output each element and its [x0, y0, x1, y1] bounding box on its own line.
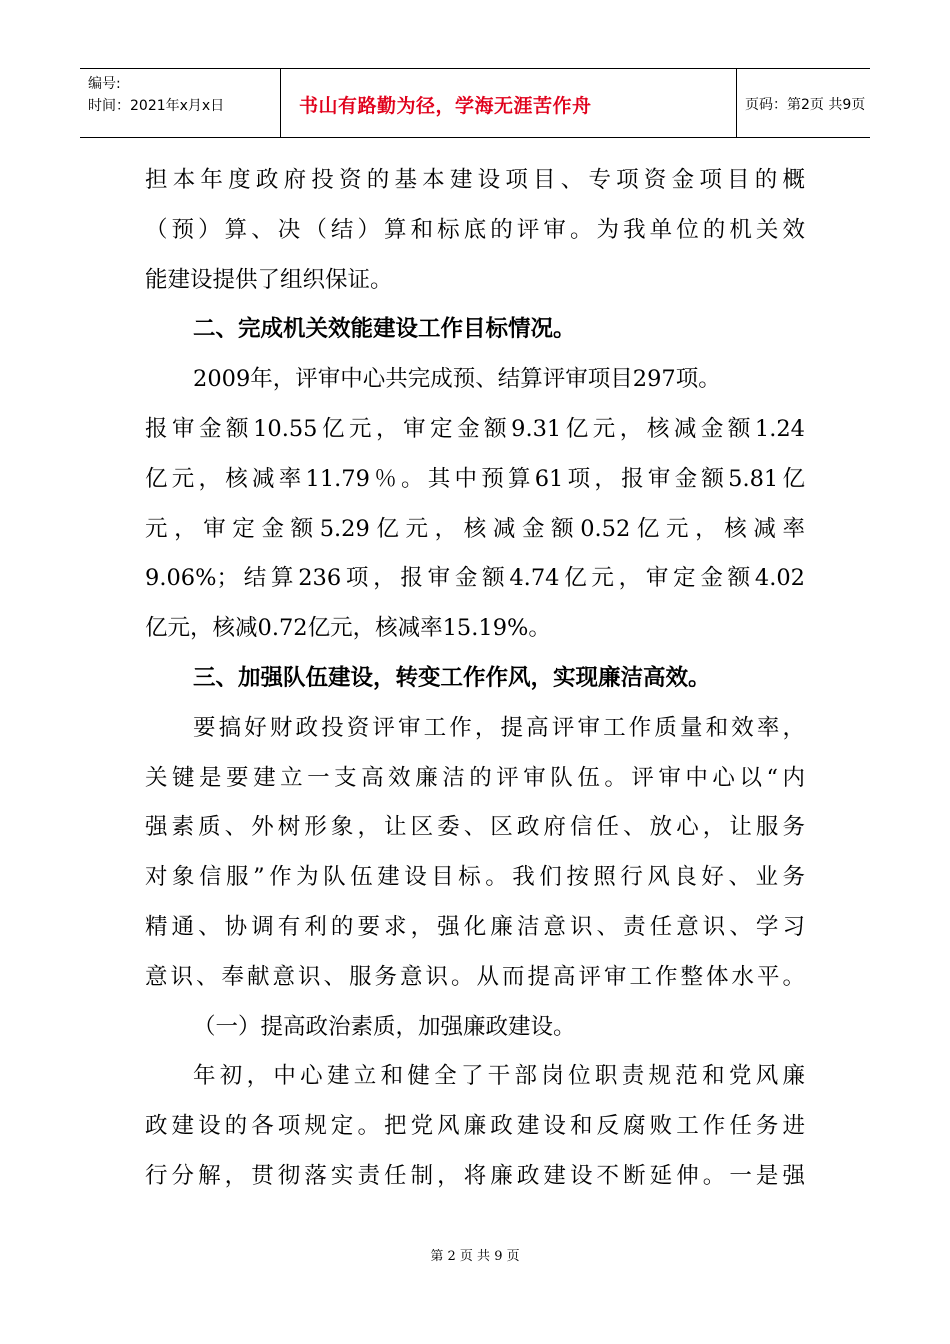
text-line: 强素质、外树形象，让区委、区政府信任、放心，让服务 [145, 814, 805, 841]
text-line: 担本年度政府投资的基本建设项目、专项资金项目的概 [145, 167, 805, 193]
text-line: （一）提高政治素质，加强廉政建设。 [193, 1013, 576, 1040]
header-page-cell [737, 69, 870, 137]
section-heading: 三、加强队伍建设，转变工作作风，实现廉洁高效。 [193, 665, 711, 691]
section-heading: 二、完成机关效能建设工作目标情况。 [193, 316, 576, 343]
text-line: 亿元，核减0.72亿元，核减率15.19%。 [145, 615, 551, 642]
page-header [80, 68, 870, 138]
text-line: 要搞好财政投资评审工作，提高评审工作质量和效率， [193, 714, 805, 741]
text-line: （预）算、决（结）算和标底的评审。为我单位的机关效 [145, 216, 805, 243]
text-line: 亿元，核减率11.79％。其中预算61项，报审金额5.81亿 [145, 465, 805, 492]
text-line: 对象信服”作为队伍建设目标。我们按照行风良好、业务 [145, 864, 805, 891]
text-line: 2009年，评审中心共完成预、结算评审项目297项。 [193, 366, 721, 393]
header-motto: 书山有路勤为径，学海无涯苦作舟 [299, 95, 592, 117]
text-line: 政建设的各项规定。把党风廉政建设和反腐败工作任务进 [145, 1113, 805, 1140]
text-line: 年初，中心建立和健全了干部岗位职责规范和党风廉 [193, 1063, 805, 1090]
document-time-label: 时间：2021年x月x日 [88, 98, 225, 114]
text-line: 能建设提供了组织保证。 [145, 266, 393, 293]
text-line: 行分解，贯彻落实责任制，将廉政建设不断延伸。一是强 [145, 1163, 805, 1189]
text-line: 关键是要建立一支高效廉洁的评审队伍。评审中心以“内 [145, 764, 805, 791]
page-footer: 第 2 页 共 9 页 [430, 1249, 520, 1264]
header-motto-cell [281, 69, 737, 137]
header-page-number: 页码：第2页 共9页 [745, 97, 866, 113]
document-number-label: 编号: [88, 76, 121, 92]
text-line: 精通、协调有利的要求，强化廉洁意识、责任意识、学习 [145, 914, 805, 940]
header-info-cell [80, 69, 281, 137]
text-line: 元，审定金额5.29亿元，核减金额0.52亿元，核减率 [145, 515, 805, 542]
text-line: 报审金额10.55亿元，审定金额9.31亿元，核减金额1.24 [145, 416, 805, 442]
text-line: 意识、奉献意识、服务意识。从而提高评审工作整体水平。 [145, 963, 805, 990]
text-line: 9.06%；结算236项，报审金额4.74亿元，审定金额4.02 [145, 565, 805, 592]
